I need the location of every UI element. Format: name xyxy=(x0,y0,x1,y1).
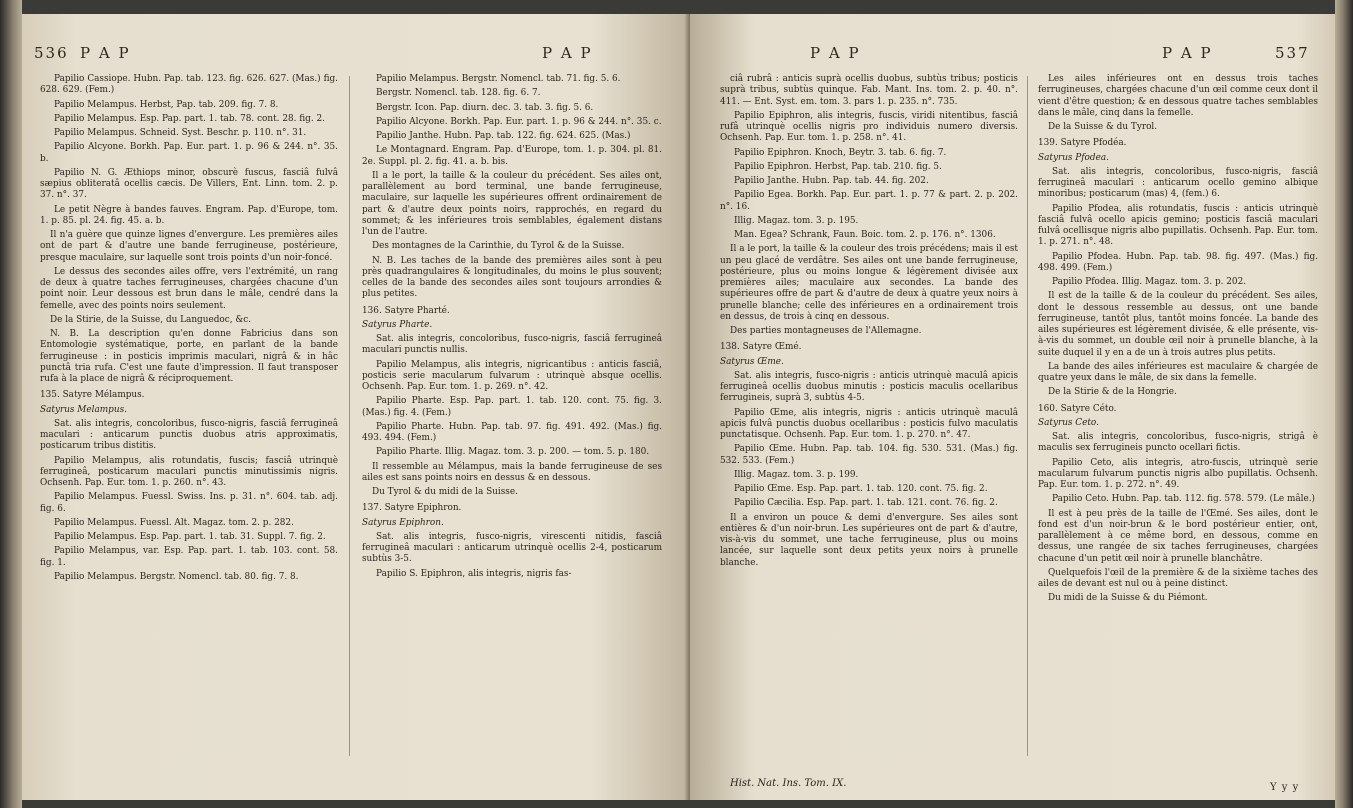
paragraph: Satyrus Pharte. xyxy=(362,319,433,330)
paragraph: Papilio Epiphron, alis integris, fuscis, viridi nitentibus, fasciâ rufâ utrinquè ocellis nigris pro individuis numero diversis. Ochsenh. Pap. Eur. tom. 1. p. 258. n°. 41. xyxy=(720,110,1018,144)
paragraph: Des montagnes de la Carinthie, du Tyrol & de la Suisse. xyxy=(372,241,625,252)
paragraph: Quelquefois l'œil de la première & de la sixième taches des ailes de devant est nul ou à peine distinct. xyxy=(1038,567,1318,589)
paragraph: Le dessus des secondes ailes offre, vers l'extrémité, un rang de deux à quatre taches ferrugineuses, chargées chacune d'un point noir. Leur dessous est brun dans le mâle, cendré dans la femelle, avec des points noirs seulement. xyxy=(40,266,338,311)
left-column-2 xyxy=(362,74,662,583)
paragraph: Papilio N. G. Æthiops minor, obscurè fuscus, fasciâ fulvâ sæpius obliteratâ ocellis cæcis. De Villers, Ent. Linn. tom. 2. p. 37. n°. 37. xyxy=(40,167,338,201)
paragraph: 135. Satyre Mélampus. xyxy=(40,390,145,401)
right-running-head-2: P A P xyxy=(1162,44,1213,62)
right-page xyxy=(690,14,1335,800)
paragraph: 139. Satyre Pfodéa. xyxy=(1038,138,1127,149)
footer-title: Hist. Nat. Ins. Tom. IX. xyxy=(730,778,847,789)
paragraph: Papilio Melampus. Schneid. Syst. Beschr. p. 110. n°. 31. xyxy=(54,128,307,138)
paragraph: Des parties montagneuses de l'Allemagne. xyxy=(730,326,922,336)
paragraph: Papilio Janthe. Hubn. Pap. tab. 44. fig. 202. xyxy=(734,176,929,186)
right-column-1 xyxy=(720,74,1018,572)
paragraph: Papilio Œme. Hubn. Pap. tab. 104. fig. 530. 531. (Mas.) fig. 532. 533. (Fem.) xyxy=(720,444,1018,466)
paragraph: Sat. alis integris, concoloribus, fusco-nigris, fasciâ ferrugineâ maculari : anticarum ocello gemino albique minoribus; posticarum (mas) 4, (fem.) 6. xyxy=(1038,166,1318,200)
right-running-head-1: P A P xyxy=(810,44,861,62)
paragraph: Satyrus Œme. xyxy=(720,356,784,367)
paragraph: Le petit Nègre à bandes fauves. Engram. Pap. d'Europe, tom. 1. p. 85. pl. 24. fig. 45. a. b. xyxy=(40,204,338,226)
paragraph: Papilio Alcyone. Borkh. Pap. Eur. part. 1. p. 96 & 244. n°. 35. b. xyxy=(40,142,338,164)
paragraph: N. B. La description qu'en donne Fabricius dans son Entomologie systématique, porte, en parlant de la bande ferrugineuse : in posticis imprimis maculari, nigrâ & in hâc punctâ tria rufa. C'est une faute d'impression. Il faut transposer rufa à la place de nigrâ & réciproquement. xyxy=(40,329,338,384)
left-page-number: 536 xyxy=(34,44,69,62)
paragraph: Papilio Œme. Esp. Pap. part. 1. tab. 120. cont. 75. fig. 2. xyxy=(734,484,988,494)
paragraph: Papilio Pfodea. Hubn. Pap. tab. 98. fig. 497. (Mas.) fig. 498. 499. (Fem.) xyxy=(1038,251,1318,273)
paragraph: N. B. Les taches de la bande des premières ailes sont à peu près quadrangulaires & longitudinales, du moins le plus souvent; celles de la bande des secondes ailes sont toujours arrondies & plus petites. xyxy=(362,255,662,300)
paragraph: Il a le port, la taille & la couleur des trois précédens; mais il est un peu glacé de verdâtre. Ses ailes ont une bande ferrugineuse, postérieure, plus ou moins longue & légèrement divisée aux premières ailes; maculaire aux secondes. La bande des supérieures offre de part & d'autre de deux à quatre yeux noirs à prunelle blanche; celle des inférieures en a ordinairement trois en dessus, de trois à cinq en dessous. xyxy=(720,244,1018,322)
paragraph: Papilio Melampus. Herbst, Pap. tab. 209. fig. 7. 8. xyxy=(54,99,279,110)
paragraph: Bergstr. Icon. Pap. diurn. dec. 3. tab. 3. fig. 5. 6. xyxy=(376,102,594,113)
page-stack-left xyxy=(0,0,22,808)
paragraph: 137. Satyre Epiphron. xyxy=(362,503,462,514)
paragraph: Papilio Cassiope. Hubn. Pap. tab. 123. fig. 626. 627. (Mas.) fig. 628. 629. (Fem.) xyxy=(40,74,338,96)
paragraph: Papilio Melampus, alis rotundatis, fuscis; fasciâ utrinquè ferrugineâ, posticarum maculari punctis minutissimis nigris. Ochsenh. Pap. Eur. tom. 1. p. 260. n°. 43. xyxy=(40,455,338,488)
paragraph: Satyrus Pfodea. xyxy=(1038,152,1109,163)
paragraph: De la Suisse & du Tyrol. xyxy=(1048,122,1158,132)
paragraph: Papilio Pfodea, alis rotundatis, fuscis : anticis utrinquè fasciâ fulvâ ocello apicis gemino; posticis fasciâ maculari fulvâ ocellisque nigris albo pupillatis. Ochsenh. Pap. Eur. tom. 1. p. 271. n°. 48. xyxy=(1038,203,1318,248)
paragraph: Papilio Melampus. Esp. Pap. part. 1. tab. 31. Suppl. 7. fig. 2. xyxy=(54,532,326,542)
page-stack-right xyxy=(1335,0,1353,808)
paragraph: Papilio Melampus. Bergstr. Nomencl. tab. 80. fig. 7. 8. xyxy=(54,571,299,582)
paragraph: Papilio Melampus. Fuessl. Swiss. Ins. p. 31. n°. 604. tab. adj. fig. 6. xyxy=(40,492,338,514)
paragraph: 136. Satyre Pharté. xyxy=(362,305,450,316)
paragraph: ciâ rubrâ : anticis suprà ocellis duobus, subtùs tribus; posticis suprà tribus, subtùs quinque. Fab. Mant. Ins. tom. 2. p. 40. n°. 411. — Ent. Syst. em. tom. 3. pars 1. p. 235. n°. 735. xyxy=(720,74,1018,107)
right-column-2 xyxy=(1038,74,1318,608)
paragraph: Papilio Melampus. Bergstr. Nomencl. tab. 71. fig. 5. 6. xyxy=(376,74,621,84)
paragraph: Papilio Epiphron. Knoch, Beytr. 3. tab. 6. fig. 7. xyxy=(734,147,947,158)
left-running-head-1: P A P xyxy=(80,44,131,62)
paragraph: Sat. alis integris, fusco-nigris : anticis utrinquè maculâ apicis ferrugineâ ocellis duobus minutis : posticis maculis ocellaribus ferrugineis, suprà 3, subtùs 4-5. xyxy=(720,370,1018,404)
paragraph: Il ressemble au Mélampus, mais la bande ferrugineuse de ses ailes est sans points noirs en dessus & en dessous. xyxy=(362,461,662,483)
signature-mark: Y y y xyxy=(1270,782,1300,793)
paragraph: De la Stirie & de la Hongrie. xyxy=(1048,387,1177,398)
right-page-number: 537 xyxy=(1275,44,1310,62)
paragraph: Il est de la taille & de la couleur du précédent. Ses ailes, dont le dessous ressemble au dessus, ont une bande ferrugineuse, tantôt plus, tantôt moins foncée. La bande des ailes supérieures est légèrement divisée, & elle présente, vis-à-vis du sommet, un double œil noir à prunelle blanche, à la suite duquel il y en a de un à trois autres plus petits. xyxy=(1038,291,1318,358)
paragraph: Papilio Janthe. Hubn. Pap. tab. 122. fig. 624. 625. (Mas.) xyxy=(376,131,631,141)
paragraph: Papilio Melampus. Esp. Pap. part. 1. tab. 78. cont. 28. fig. 2. xyxy=(54,113,325,124)
paragraph: Papilio Cæcilia. Esp. Pap. part. 1. tab. 121. cont. 76. fig. 2. xyxy=(734,498,998,509)
left-running-head-2: P A P xyxy=(542,44,593,62)
paragraph: Papilio Epiphron. Herbst, Pap. tab. 210. fig. 5. xyxy=(734,161,942,172)
paragraph: Papilio Melampus, alis integris, nigricantibus : anticis fasciâ, posticis serie macularum fulvarum : utrinquè absque ocellis. Ochsenh. Pap. Eur. tom. 1. p. 269. n°. 42. xyxy=(362,359,662,392)
paragraph: Le Montagnard. Engram. Pap. d'Europe, tom. 1. p. 304. pl. 81. 2e. Suppl. pl. 2. fig. 41. a. b. bis. xyxy=(362,145,662,167)
left-column-1 xyxy=(40,74,338,586)
column-rule xyxy=(1027,76,1028,756)
paragraph: 138. Satyre Œmé. xyxy=(720,342,802,353)
paragraph: Man. Egea? Schrank, Faun. Boic. tom. 2. p. 176. n°. 1306. xyxy=(734,230,996,240)
paragraph: Du midi de la Suisse & du Piémont. xyxy=(1048,593,1208,604)
paragraph: Les ailes inférieures ont en dessus trois taches ferrugineuses, chargées chacune d'un œil comme ceux dont il vient d'être question; & en dessous quatre taches semblables dans le mâle, cinq dans la femelle. xyxy=(1038,74,1318,118)
paragraph: Papilio Egea. Borkh. Pap. Eur. part. 1. p. 77 & part. 2. p. 202. n°. 16. xyxy=(720,190,1018,212)
paragraph: Sat. alis integris, concoloribus, fusco-nigris, fasciâ ferrugineâ maculari punctis nullis. xyxy=(362,334,662,356)
paragraph: Satyrus Epiphron. xyxy=(362,517,444,528)
paragraph: Bergstr. Nomencl. tab. 128. fig. 6. 7. xyxy=(376,88,541,99)
paragraph: La bande des ailes inférieures est maculaire & chargée de quatre yeux dans le mâle, de six dans la femelle. xyxy=(1038,361,1318,383)
paragraph: Papilio Melampus, var. Esp. Pap. part. 1. tab. 103. cont. 58. fig. 1. xyxy=(40,546,338,568)
left-page xyxy=(22,14,690,800)
paragraph: Papilio Pharte. Illig. Magaz. tom. 3. p. 200. — tom. 5. p. 180. xyxy=(376,447,650,458)
paragraph: Il est à peu près de la taille de l'Œmé. Ses ailes, dont le fond est d'un noir-brun & le bord postérieur entier, ont, parallèlement à ce même bord, en dessous, comme en dessus, une rangée de six taches ferrugineuses, chargées chacune d'un petit œil noir à prunelle blanchâtre. xyxy=(1038,508,1318,564)
paragraph: De la Stirie, de la Suisse, du Languedoc, &c. xyxy=(50,314,252,325)
paragraph: Sat. alis integris, fusco-nigris, virescenti nitidis, fasciâ ferrugineâ maculari : anticarum utrinquè ocellis 2-4, posticarum subtùs 3-5. xyxy=(362,531,662,565)
paragraph: Du Tyrol & du midi de la Suisse. xyxy=(372,487,518,497)
column-rule xyxy=(349,76,350,756)
paragraph: Papilio Pharte. Esp. Pap. part. 1. tab. 120. cont. 75. fig. 3. (Mas.) fig. 4. (Fem.) xyxy=(362,396,662,418)
paragraph: Illig. Magaz. tom. 3. p. 195. xyxy=(734,215,859,226)
paragraph: Il n'a guère que quinze lignes d'envergure. Les premières ailes ont de part & d'autre une bande ferrugineuse, postérieure, presque maculaire, sur laquelle sont trois points d'un noir-foncé. xyxy=(40,230,338,263)
paragraph: Illig. Magaz. tom. 3. p. 199. xyxy=(734,469,859,480)
paragraph: Sat. alis integris, concoloribus, fusco-nigris, fasciâ ferrugineâ maculari : anticarum punctis duobus atris approximatis, posticarum tribus distitis. xyxy=(40,418,338,452)
paragraph: Il a environ un pouce & demi d'envergure. Ses ailes sont entières & d'un noir-brun. Les supérieures ont de part & d'autre, vis-à-vis du sommet, une tache ferrugineuse, plus ou moins lancée, sur laquelle sont deux petits yeux noirs à prunelle blanche. xyxy=(720,512,1018,568)
paragraph: 160. Satyre Céto. xyxy=(1038,403,1117,414)
paragraph: Papilio Melampus. Fuessl. Alt. Magaz. tom. 2. p. 282. xyxy=(54,517,294,528)
paragraph: Papilio Pharte. Hubn. Pap. tab. 97. fig. 491. 492. (Mas.) fig. 493. 494. (Fem.) xyxy=(362,421,662,443)
paragraph: Papilio Ceto. Hubn. Pap. tab. 112. fig. 578. 579. (Le mâle.) xyxy=(1052,494,1316,505)
paragraph: Papilio Œme, alis integris, nigris : anticis utrinquè maculâ apicis fulvâ punctis duobus ocellaribus : posticis fulvo maculatis punctatisque. Ochsenh. Pap. Eur. tom. 1. p. 270. n°. 47. xyxy=(720,407,1018,440)
paragraph: Papilio S. Epiphron, alis integris, nigris fas- xyxy=(376,568,572,579)
paragraph: Papilio Pfodea. Illig. Magaz. tom. 3. p. 202. xyxy=(1052,277,1247,287)
paragraph: Papilio Ceto, alis integris, atro-fuscis, utrinquè serie macularum fulvarum punctis nigris albo pupillatis. Ochsenh. Pap. Eur. tom. 1. p. 272. n°. 49. xyxy=(1038,457,1318,490)
paragraph: Sat. alis integris, concoloribus, fusco-nigris, strigâ è maculis sex ferrugineis puncto ocellari fictis. xyxy=(1038,432,1318,454)
paragraph: Papilio Alcyone. Borkh. Pap. Eur. part. 1. p. 96 & 244. n°. 35. c. xyxy=(376,116,662,127)
paragraph: Satyrus Melampus. xyxy=(40,404,127,415)
paragraph: Satyrus Ceto. xyxy=(1038,417,1099,428)
paragraph: Il a le port, la taille & la couleur du précédent. Ses ailes ont, parallèlement au bord terminal, une bande ferrugineuse, maculaire, sur laquelle les supérieures offrent ordinairement de part & d'autre deux points noirs, rapprochés, en regard du sommet; & les inférieures trois semblables, également distans l'un de l'autre. xyxy=(362,170,662,237)
